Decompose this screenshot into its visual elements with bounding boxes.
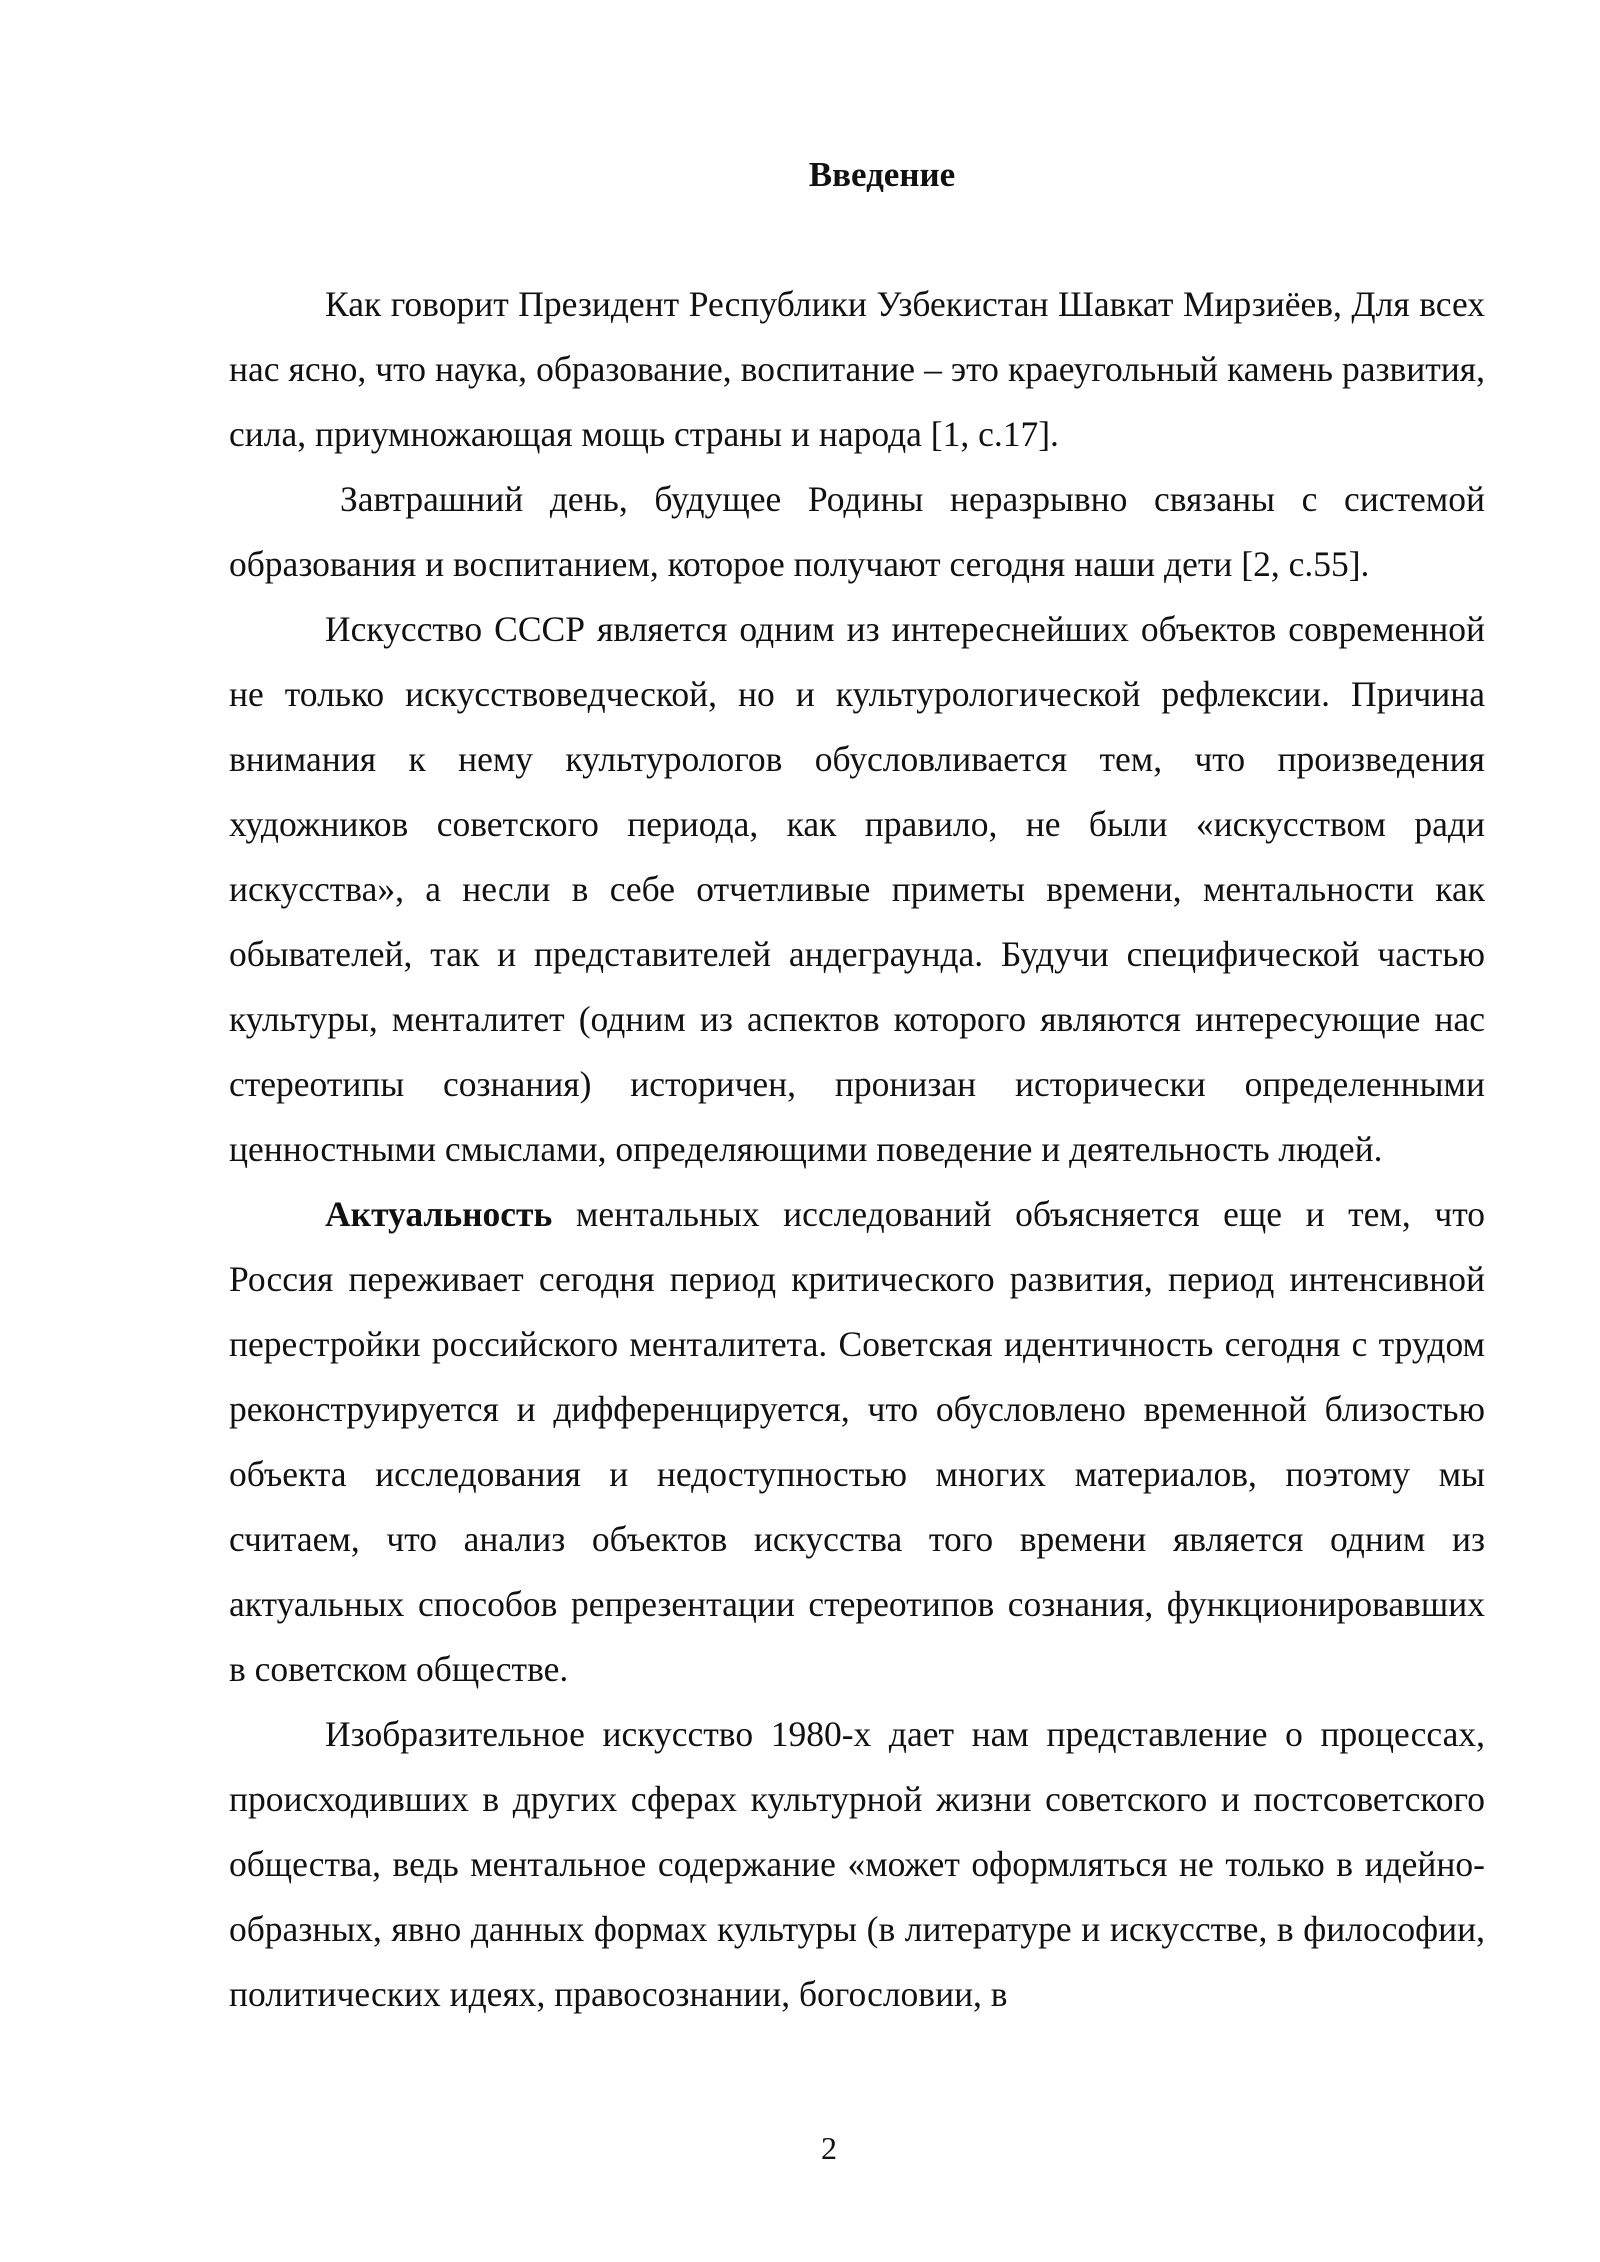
page-number: 2 (821, 2130, 837, 2166)
paragraph-fine-art-1980s (229, 1702, 1485, 2027)
paragraph-relevance (229, 1182, 1485, 1702)
paragraph-text: ментальных исследований объясняется еще и тем, что Россия переживает сегодня период критического развития, период интенсивной перестройки российского менталитета. Советская идентичность сегодня с трудом реконструируется и дифференцируется, что обусловлено временной близостью объекта исследования и недоступностью многих материалов, поэтому мы считаем, что анализ объектов искусства того времени является одним из актуальных способов репрезентации стереотипов сознания, функционировавших в советском обществе. (229, 1194, 1485, 1689)
relevance-bold-lead: Актуальность (325, 1194, 553, 1234)
paragraph-ussr-art (229, 597, 1485, 1182)
section-heading: Введение (808, 155, 956, 194)
paragraph-text: Изобразительное искусство 1980-х дает нам представление о процессах, происходивших в других сферах культурной жизни советского и постсоветского общества, ведь ментальное содержание «может оформляться не только в идейно-образных, явно данных формах культуры (в литературе и искусстве, в философии, политических идеях, правосознании, богословии, в (229, 1714, 1485, 2014)
paragraph-text: Как говорит Президент Республики Узбекистан Шавкат Мирзиёев, Для всех нас ясно, что наука, образование, воспитание – это краеугольный камень развития, сила, приумножающая мощь страны и народа [1, с.17]. (229, 284, 1485, 454)
paragraph-text: Искусство СССР является одним из интереснейших объектов современной не только искусствоведческой, но и культурологической рефлексии. Причина внимания к нему культурологов обусловливается тем, что произведения художников советского периода, как правило, не были «искусством ради искусства», а несли в себе отчетливые приметы времени, ментальности как обывателей, так и представителей андеграунда. Будучи специфической частью культуры, менталитет (одним из аспектов которого являются интересующие нас стереотипы сознания) историчен, пронизан исторически определенными ценностными смыслами, определяющими поведение и деятельность людей. (229, 609, 1485, 1169)
paragraph-future-of-homeland (229, 467, 1485, 597)
page-content (229, 150, 1485, 2027)
paragraph-text: Завтрашний день, будущее Родины неразрывно связаны с системой образования и воспитанием, которое получают сегодня наши дети [2, с.55]. (229, 479, 1485, 584)
paragraph-president-quote (229, 272, 1485, 467)
